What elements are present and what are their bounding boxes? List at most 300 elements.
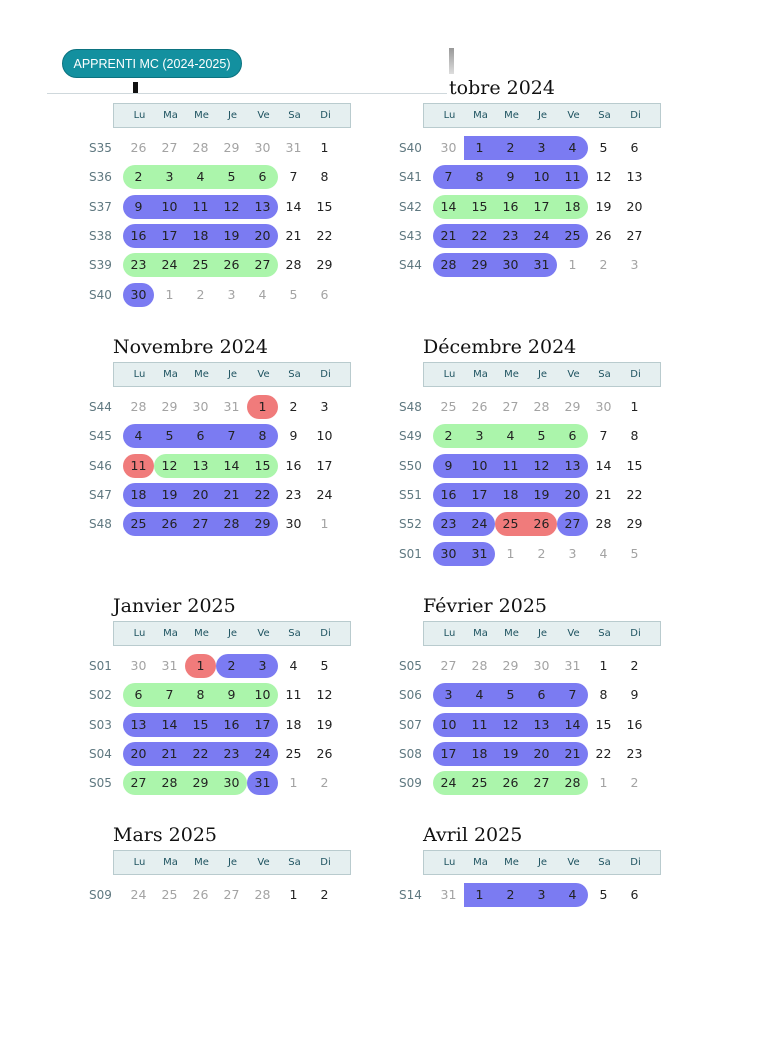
day-cell[interactable]: 19 (533, 486, 550, 502)
day-cell[interactable]: 27 (254, 257, 271, 273)
weekday-label: Sa (598, 110, 611, 121)
day-cell[interactable]: 26 (502, 775, 519, 791)
scroll-handle[interactable] (449, 48, 454, 74)
day-cell[interactable]: 21 (285, 227, 302, 243)
day-cell[interactable]: 1 (599, 775, 608, 791)
day-cell[interactable]: 3 (444, 687, 453, 703)
day-cell[interactable]: 5 (506, 687, 515, 703)
weekday-label: Sa (598, 857, 611, 868)
day-cell[interactable]: 18 (564, 198, 581, 214)
day-cell[interactable]: 6 (320, 286, 329, 302)
weekday-header (113, 362, 351, 387)
day-cell[interactable]: 28 (285, 257, 302, 273)
day-cell[interactable]: 7 (289, 169, 298, 185)
day-cell[interactable]: 28 (130, 399, 147, 414)
day-cell[interactable]: 2 (289, 399, 298, 414)
day-cell[interactable]: 30 (440, 140, 457, 155)
day-cell[interactable]: 23 (223, 745, 240, 761)
day-cell[interactable]: 29 (316, 257, 333, 273)
clipped-title-fragment (133, 82, 138, 93)
day-cell[interactable]: 18 (502, 486, 519, 502)
day-cell[interactable]: 30 (130, 286, 147, 302)
day-cell[interactable]: 29 (192, 775, 209, 791)
day-cell[interactable]: 2 (134, 169, 143, 185)
day-cell[interactable]: 8 (630, 428, 639, 444)
weekday-label: Sa (288, 110, 301, 121)
day-cell[interactable]: 1 (475, 887, 484, 902)
weekday-label: Lu (133, 857, 146, 868)
day-cell[interactable]: 16 (223, 716, 240, 732)
day-cell[interactable]: 23 (502, 227, 519, 243)
day-cell[interactable]: 26 (130, 140, 147, 155)
weekday-label: Di (630, 110, 641, 121)
day-cell[interactable]: 29 (564, 399, 581, 414)
day-cell[interactable]: 22 (316, 227, 333, 243)
day-cell[interactable]: 10 (161, 198, 178, 214)
day-cell[interactable]: 17 (440, 745, 457, 761)
week-number: S37 (89, 199, 112, 214)
day-cell[interactable]: 24 (533, 227, 550, 243)
day-cell[interactable]: 4 (258, 286, 267, 302)
day-cell[interactable]: 17 (161, 227, 178, 243)
day-cell[interactable]: 28 (440, 257, 457, 273)
weekday-header (113, 621, 351, 646)
day-cell[interactable]: 23 (440, 516, 457, 532)
day-cell[interactable]: 19 (316, 716, 333, 732)
day-cell[interactable]: 24 (254, 745, 271, 761)
day-cell[interactable]: 30 (440, 545, 457, 561)
day-cell[interactable]: 12 (161, 457, 178, 473)
day-cell[interactable]: 15 (254, 457, 271, 473)
day-cell[interactable]: 31 (254, 775, 271, 791)
day-cell[interactable]: 6 (630, 140, 639, 155)
day-cell[interactable]: 2 (506, 140, 515, 155)
day-cell[interactable]: 11 (502, 457, 519, 473)
week-number: S44 (89, 400, 112, 414)
weekday-label: Me (194, 110, 209, 121)
day-cell[interactable]: 7 (444, 169, 453, 185)
day-cell[interactable]: 26 (161, 516, 178, 532)
day-cell[interactable]: 4 (475, 687, 484, 703)
day-cell[interactable]: 17 (316, 457, 333, 473)
day-cell[interactable]: 10 (471, 457, 488, 473)
day-cell[interactable]: 20 (564, 486, 581, 502)
day-cell[interactable]: 12 (533, 457, 550, 473)
day-cell[interactable]: 6 (537, 687, 546, 703)
day-cell[interactable]: 12 (223, 198, 240, 214)
day-cell[interactable]: 9 (444, 457, 453, 473)
week-number: S43 (399, 228, 422, 243)
day-cell[interactable]: 20 (192, 486, 209, 502)
day-cell[interactable]: 25 (471, 775, 488, 791)
day-cell[interactable]: 15 (471, 198, 488, 214)
day-cell[interactable]: 10 (533, 169, 550, 185)
day-cell[interactable]: 30 (223, 775, 240, 791)
day-cell[interactable]: 25 (161, 887, 178, 902)
month-block (399, 336, 663, 576)
weekday-label: Je (227, 628, 238, 639)
day-cell[interactable]: 20 (254, 227, 271, 243)
day-cell[interactable]: 22 (192, 745, 209, 761)
day-cell[interactable]: 7 (227, 428, 236, 444)
day-cell[interactable]: 27 (161, 140, 178, 155)
day-cell[interactable]: 21 (564, 745, 581, 761)
day-cell[interactable]: 8 (599, 687, 608, 703)
month-block (399, 595, 663, 835)
month-title: Février 2025 (423, 595, 548, 617)
day-cell[interactable]: 5 (599, 887, 608, 902)
day-cell[interactable]: 10 (254, 687, 271, 703)
weekday-header (423, 850, 661, 875)
weekday-header (113, 850, 351, 875)
day-cell[interactable]: 1 (599, 658, 608, 673)
day-cell[interactable]: 19 (595, 198, 612, 214)
week-number: S07 (399, 717, 422, 732)
day-cell[interactable]: 2 (196, 286, 205, 302)
day-cell[interactable]: 11 (130, 457, 147, 473)
day-cell[interactable]: 15 (595, 716, 612, 732)
day-cell[interactable]: 26 (192, 887, 209, 902)
day-cell[interactable]: 26 (223, 257, 240, 273)
weekday-label: Je (537, 369, 548, 380)
day-cell[interactable]: 24 (440, 775, 457, 791)
day-cell[interactable]: 10 (316, 428, 333, 444)
week-number: S45 (89, 429, 112, 444)
day-cell[interactable]: 30 (130, 658, 147, 673)
day-cell[interactable]: 4 (289, 658, 298, 673)
day-cell[interactable]: 3 (165, 169, 174, 185)
day-cell[interactable]: 30 (285, 516, 302, 532)
day-cell[interactable]: 2 (630, 658, 639, 673)
day-cell[interactable]: 3 (320, 399, 329, 414)
day-cell[interactable]: 25 (285, 745, 302, 761)
day-cell[interactable]: 13 (254, 198, 271, 214)
day-cell[interactable]: 25 (192, 257, 209, 273)
day-cell[interactable]: 2 (506, 887, 515, 902)
day-cell[interactable]: 13 (626, 169, 643, 185)
apprenti-mc-button[interactable]: APPRENTI MC (2024-2025) (62, 49, 242, 78)
day-cell[interactable]: 9 (289, 428, 298, 444)
week-number: S09 (89, 888, 112, 902)
day-cell[interactable]: 4 (196, 169, 205, 185)
weekday-header (423, 103, 661, 128)
week-number: S09 (399, 776, 422, 791)
day-cell[interactable]: 6 (630, 887, 639, 902)
month-block (89, 336, 353, 576)
day-cell[interactable]: 29 (502, 658, 519, 673)
day-cell[interactable]: 26 (316, 745, 333, 761)
day-cell[interactable]: 19 (223, 227, 240, 243)
day-cell[interactable]: 4 (506, 428, 515, 444)
weekday-header (423, 362, 661, 387)
day-cell[interactable]: 15 (192, 716, 209, 732)
day-cell[interactable]: 14 (564, 716, 581, 732)
weekday-label: Lu (133, 110, 146, 121)
day-cell[interactable]: 27 (533, 775, 550, 791)
weekday-label: Je (537, 110, 548, 121)
day-cell[interactable]: 1 (289, 887, 298, 902)
day-cell[interactable]: 23 (130, 257, 147, 273)
day-cell[interactable]: 14 (161, 716, 178, 732)
day-cell[interactable]: 22 (471, 227, 488, 243)
month-title: Décembre 2024 (423, 336, 577, 358)
day-cell[interactable]: 31 (471, 545, 488, 561)
day-cell[interactable]: 15 (626, 457, 643, 473)
weekday-label: Ma (473, 110, 488, 121)
day-cell[interactable]: 29 (626, 516, 643, 532)
day-cell[interactable]: 13 (533, 716, 550, 732)
weekday-label: Ma (163, 628, 178, 639)
day-cell[interactable]: 14 (285, 198, 302, 214)
day-cell[interactable]: 31 (161, 658, 178, 673)
day-cell[interactable]: 31 (285, 140, 302, 155)
day-cell[interactable]: 16 (440, 486, 457, 502)
week-number: S40 (399, 141, 422, 155)
day-cell[interactable]: 27 (223, 887, 240, 902)
day-cell[interactable]: 13 (192, 457, 209, 473)
weekday-label: Sa (598, 628, 611, 639)
day-cell[interactable]: 28 (161, 775, 178, 791)
day-cell[interactable]: 2 (444, 428, 453, 444)
weekday-label: Je (537, 857, 548, 868)
day-cell[interactable]: 31 (564, 658, 581, 673)
day-cell[interactable]: 17 (254, 716, 271, 732)
day-cell[interactable]: 6 (258, 169, 267, 185)
day-cell[interactable]: 6 (568, 428, 577, 444)
day-cell[interactable]: 22 (626, 486, 643, 502)
day-cell[interactable]: 29 (471, 257, 488, 273)
week-number: S48 (399, 400, 422, 414)
day-cell[interactable]: 2 (227, 658, 236, 673)
day-cell[interactable]: 16 (502, 198, 519, 214)
weekday-label: Lu (133, 369, 146, 380)
weekday-label: Je (227, 857, 238, 868)
day-cell[interactable]: 1 (568, 257, 577, 273)
day-cell[interactable]: 6 (196, 428, 205, 444)
day-cell[interactable]: 30 (533, 658, 550, 673)
day-cell[interactable]: 31 (440, 887, 457, 902)
day-cell[interactable]: 14 (223, 457, 240, 473)
day-cell[interactable]: 21 (595, 486, 612, 502)
week-number: S08 (399, 746, 422, 761)
day-cell[interactable]: 9 (630, 687, 639, 703)
day-cell[interactable]: 24 (471, 516, 488, 532)
day-cell[interactable]: 28 (595, 516, 612, 532)
day-cell[interactable]: 26 (471, 399, 488, 414)
day-cell[interactable]: 10 (440, 716, 457, 732)
day-cell[interactable]: 3 (475, 428, 484, 444)
weekday-label: Ve (257, 110, 270, 121)
day-cell[interactable]: 8 (258, 428, 267, 444)
day-cell[interactable]: 25 (440, 399, 457, 414)
day-cell[interactable]: 12 (502, 716, 519, 732)
day-cell[interactable]: 5 (537, 428, 546, 444)
day-cell[interactable]: 8 (196, 687, 205, 703)
month-block (399, 77, 663, 317)
weekday-label: Di (630, 857, 641, 868)
day-cell[interactable]: 29 (254, 516, 271, 532)
day-cell[interactable]: 9 (227, 687, 236, 703)
day-cell[interactable]: 29 (223, 140, 240, 155)
day-cell[interactable]: 25 (130, 516, 147, 532)
day-cell[interactable]: 2 (320, 775, 329, 791)
day-cell[interactable]: 30 (192, 399, 209, 414)
day-cell[interactable]: 24 (316, 486, 333, 502)
day-cell[interactable]: 27 (502, 399, 519, 414)
day-cell[interactable]: 2 (599, 257, 608, 273)
day-cell[interactable]: 15 (316, 198, 333, 214)
day-cell[interactable]: 23 (626, 745, 643, 761)
week-number: S02 (89, 688, 112, 703)
day-cell[interactable]: 18 (471, 745, 488, 761)
day-cell[interactable]: 1 (506, 545, 515, 561)
month-block (89, 824, 353, 1064)
day-cell[interactable]: 5 (165, 428, 174, 444)
day-cell[interactable]: 7 (599, 428, 608, 444)
week-number: S44 (399, 258, 422, 273)
day-cell[interactable]: 14 (595, 457, 612, 473)
day-cell[interactable]: 1 (630, 399, 639, 414)
day-cell[interactable]: 13 (564, 457, 581, 473)
day-cell[interactable]: 3 (568, 545, 577, 561)
day-cell[interactable]: 18 (192, 227, 209, 243)
day-cell[interactable]: 31 (533, 257, 550, 273)
day-cell[interactable]: 21 (223, 486, 240, 502)
day-cell[interactable]: 9 (506, 169, 515, 185)
day-cell[interactable]: 5 (289, 286, 298, 302)
day-cell[interactable]: 1 (320, 140, 329, 155)
day-cell[interactable]: 8 (320, 169, 329, 185)
day-cell[interactable]: 24 (130, 887, 147, 902)
day-cell[interactable]: 11 (192, 198, 209, 214)
day-cell[interactable]: 2 (630, 775, 639, 791)
week-number: S42 (399, 199, 422, 214)
day-cell[interactable]: 5 (320, 658, 329, 673)
day-cell[interactable]: 17 (471, 486, 488, 502)
weekday-label: Di (320, 628, 331, 639)
day-cell[interactable]: 28 (471, 658, 488, 673)
day-cell[interactable]: 28 (564, 775, 581, 791)
day-cell[interactable]: 11 (564, 169, 581, 185)
day-cell[interactable]: 21 (440, 227, 457, 243)
day-cell[interactable]: 27 (192, 516, 209, 532)
day-cell[interactable]: 4 (134, 428, 143, 444)
day-cell[interactable]: 31 (223, 399, 240, 414)
day-cell[interactable]: 30 (254, 140, 271, 155)
day-cell[interactable]: 7 (165, 687, 174, 703)
day-cell[interactable]: 5 (599, 140, 608, 155)
day-cell[interactable]: 1 (196, 658, 205, 673)
weekday-label: Sa (288, 369, 301, 380)
day-cell[interactable]: 28 (533, 399, 550, 414)
week-number: S50 (399, 458, 422, 473)
day-cell[interactable]: 4 (568, 140, 577, 155)
day-cell[interactable]: 16 (130, 227, 147, 243)
week-number: S04 (89, 746, 112, 761)
weekday-label: Ve (567, 628, 580, 639)
day-cell[interactable]: 27 (564, 516, 581, 532)
day-cell[interactable]: 25 (502, 516, 519, 532)
week-number: S35 (89, 141, 112, 155)
day-cell[interactable]: 16 (285, 457, 302, 473)
week-number: S01 (399, 546, 422, 561)
day-cell[interactable]: 21 (161, 745, 178, 761)
weekday-label: Sa (288, 857, 301, 868)
day-cell[interactable]: 12 (595, 169, 612, 185)
day-cell[interactable]: 3 (630, 257, 639, 273)
day-cell[interactable]: 30 (502, 257, 519, 273)
day-cell[interactable]: 1 (165, 286, 174, 302)
day-cell[interactable]: 1 (475, 140, 484, 155)
month-title: Avril 2025 (423, 824, 523, 846)
day-cell[interactable]: 2 (537, 545, 546, 561)
day-cell[interactable]: 19 (502, 745, 519, 761)
day-cell[interactable]: 12 (316, 687, 333, 703)
week-number: S47 (89, 487, 112, 502)
day-cell[interactable]: 16 (626, 716, 643, 732)
day-cell[interactable]: 6 (134, 687, 143, 703)
day-cell[interactable]: 25 (564, 227, 581, 243)
day-cell[interactable]: 4 (568, 887, 577, 902)
day-cell[interactable]: 8 (475, 169, 484, 185)
day-cell[interactable]: 20 (626, 198, 643, 214)
day-cell[interactable]: 5 (227, 169, 236, 185)
day-cell[interactable]: 28 (192, 140, 209, 155)
day-cell[interactable]: 18 (285, 716, 302, 732)
day-cell[interactable]: 2 (320, 887, 329, 902)
day-cell[interactable]: 29 (161, 399, 178, 414)
day-cell[interactable]: 11 (471, 716, 488, 732)
day-cell[interactable]: 17 (533, 198, 550, 214)
day-cell[interactable]: 3 (537, 887, 546, 902)
day-cell[interactable]: 7 (568, 687, 577, 703)
day-cell[interactable]: 27 (130, 775, 147, 791)
month-block (89, 77, 353, 317)
day-cell[interactable]: 20 (130, 745, 147, 761)
day-cell[interactable]: 1 (320, 516, 329, 532)
day-cell[interactable]: 27 (440, 658, 457, 673)
day-cell[interactable]: 1 (289, 775, 298, 791)
day-cell[interactable]: 26 (595, 227, 612, 243)
day-cell[interactable]: 28 (254, 887, 271, 902)
week-number: S39 (89, 258, 112, 273)
day-cell[interactable]: 18 (130, 486, 147, 502)
day-cell[interactable]: 4 (599, 545, 608, 561)
day-cell[interactable]: 3 (227, 286, 236, 302)
day-cell[interactable]: 9 (134, 198, 143, 214)
day-cell[interactable]: 22 (254, 486, 271, 502)
weekday-header (113, 103, 351, 128)
day-cell[interactable]: 5 (630, 545, 639, 561)
day-cell[interactable]: 27 (626, 227, 643, 243)
day-cell[interactable]: 28 (223, 516, 240, 532)
day-cell[interactable]: 20 (533, 745, 550, 761)
day-cell[interactable]: 14 (440, 198, 457, 214)
day-cell[interactable]: 30 (595, 399, 612, 414)
day-cell[interactable]: 3 (537, 140, 546, 155)
day-cell[interactable]: 3 (258, 658, 267, 673)
week-number: S40 (89, 287, 112, 302)
day-cell[interactable]: 11 (285, 687, 302, 703)
day-cell[interactable]: 19 (161, 486, 178, 502)
day-cell[interactable]: 23 (285, 486, 302, 502)
day-cell[interactable]: 24 (161, 257, 178, 273)
day-cell[interactable]: 13 (130, 716, 147, 732)
day-cell[interactable]: 1 (258, 399, 267, 414)
day-cell[interactable]: 26 (533, 516, 550, 532)
day-cell[interactable]: 22 (595, 745, 612, 761)
weekday-label: Me (504, 369, 519, 380)
